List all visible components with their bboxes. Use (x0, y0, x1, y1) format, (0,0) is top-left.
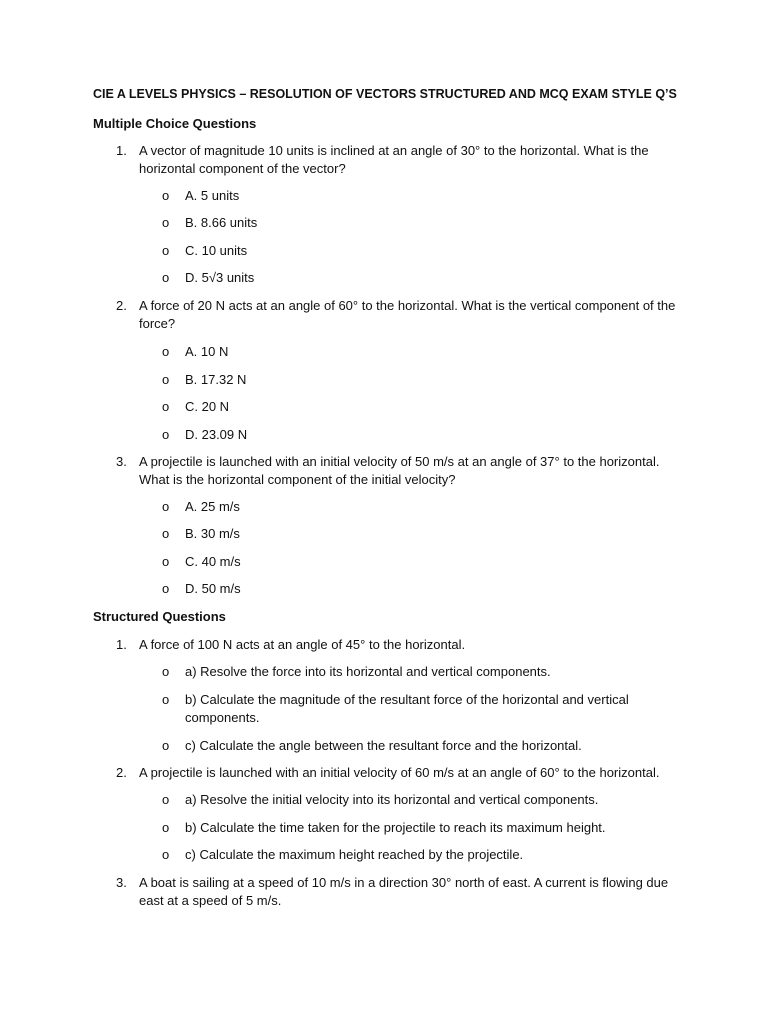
bullet: o (162, 215, 170, 230)
question-text: A force of 100 N acts at an angle of 45° to the horizontal. (139, 637, 466, 652)
part-text: c) Calculate the maximum height reached by the projectile. (185, 847, 524, 862)
question-text: A boat is sailing at a speed of 10 m/s in a direction 30° north of east. A current is flowing due east at a speed of 5 m/s. (139, 875, 669, 908)
bullet: o (162, 399, 170, 414)
mcq-question-3 (116, 453, 676, 489)
option-text: D. 23.09 N (185, 427, 248, 442)
structured-1-part-b (162, 691, 662, 727)
structured-question-2 (116, 764, 676, 782)
part-text: a) Resolve the initial velocity into its horizontal and vertical components. (185, 792, 599, 807)
bullet: o (162, 499, 170, 514)
option-text: B. 17.32 N (185, 372, 247, 387)
mcq-3-option-a (162, 498, 662, 516)
mcq-2-option-d (162, 426, 662, 444)
option-text: A. 5 units (185, 188, 240, 203)
question-number: 1. (116, 637, 127, 652)
option-text: B. 30 m/s (185, 526, 240, 541)
structured-heading: Structured Questions (93, 609, 226, 624)
question-number: 3. (116, 875, 127, 890)
option-text: C. 20 N (185, 399, 230, 414)
mcq-1-option-c (162, 242, 662, 260)
option-text: A. 25 m/s (185, 499, 240, 514)
bullet: o (162, 270, 170, 285)
mcq-2-option-c (162, 398, 662, 416)
bullet: o (162, 664, 170, 679)
structured-question-1 (116, 636, 676, 654)
bullet: o (162, 188, 170, 203)
structured-1-part-c (162, 737, 662, 755)
bullet: o (162, 820, 170, 835)
bullet: o (162, 847, 170, 862)
mcq-question-2 (116, 297, 676, 333)
question-text: A vector of magnitude 10 units is inclined at an angle of 30° to the horizontal. What is the horizontal component of the vector? (139, 143, 649, 176)
mcq-1-option-d (162, 269, 662, 287)
mcq-heading: Multiple Choice Questions (93, 116, 257, 131)
structured-2-part-a (162, 791, 662, 809)
mcq-3-option-d (162, 580, 662, 598)
question-text: A projectile is launched with an initial velocity of 50 m/s at an angle of 37° to the horizontal. What is the horizontal component of the initial velocity? (139, 454, 660, 487)
bullet: o (162, 243, 170, 258)
question-number: 2. (116, 298, 127, 313)
part-text: b) Calculate the magnitude of the resultant force of the horizontal and vertical components. (185, 692, 629, 725)
mcq-1-option-b (162, 214, 662, 232)
option-text: D. 5√3 units (185, 270, 255, 285)
bullet: o (162, 792, 170, 807)
mcq-3-option-b (162, 525, 662, 543)
question-text: A force of 20 N acts at an angle of 60° to the horizontal. What is the vertical component of the force? (139, 298, 676, 331)
mcq-question-1 (116, 142, 676, 178)
mcq-1-option-a (162, 187, 662, 205)
part-text: a) Resolve the force into its horizontal and vertical components. (185, 664, 551, 679)
part-text: c) Calculate the angle between the resultant force and the horizontal. (185, 738, 582, 753)
bullet: o (162, 344, 170, 359)
structured-1-part-a (162, 663, 662, 681)
question-number: 2. (116, 765, 127, 780)
document-title: CIE A LEVELS PHYSICS – RESOLUTION OF VECTORS STRUCTURED AND MCQ EXAM STYLE Q’S (93, 87, 677, 101)
question-number: 1. (116, 143, 127, 158)
mcq-3-option-c (162, 553, 662, 571)
question-number: 3. (116, 454, 127, 469)
structured-question-3 (116, 874, 676, 910)
structured-2-part-b (162, 819, 662, 837)
part-text: b) Calculate the time taken for the projectile to reach its maximum height. (185, 820, 606, 835)
bullet: o (162, 372, 170, 387)
bullet: o (162, 554, 170, 569)
bullet: o (162, 526, 170, 541)
mcq-2-option-b (162, 371, 662, 389)
option-text: B. 8.66 units (185, 215, 258, 230)
bullet: o (162, 581, 170, 596)
mcq-2-option-a (162, 343, 662, 361)
bullet: o (162, 738, 170, 753)
option-text: C. 40 m/s (185, 554, 241, 569)
option-text: C. 10 units (185, 243, 248, 258)
option-text: A. 10 N (185, 344, 229, 359)
question-text: A projectile is launched with an initial velocity of 60 m/s at an angle of 60° to the horizontal. (139, 765, 660, 780)
structured-2-part-c (162, 846, 662, 864)
bullet: o (162, 692, 170, 707)
bullet: o (162, 427, 170, 442)
option-text: D. 50 m/s (185, 581, 241, 596)
